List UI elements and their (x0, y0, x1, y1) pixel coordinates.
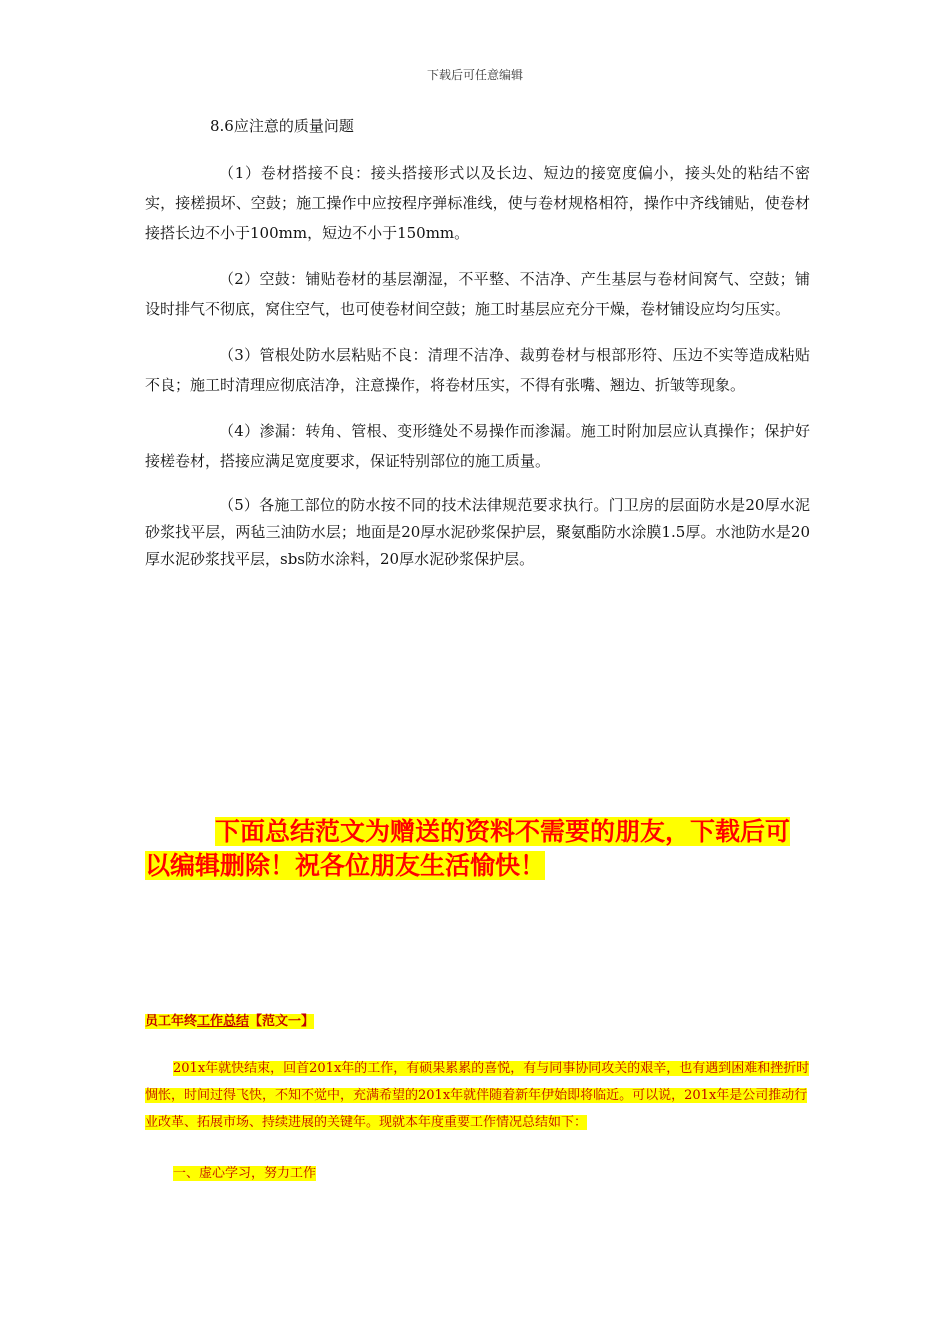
section-title: 8.6应注意的质量问题 (210, 117, 354, 135)
paragraph-1: （1）卷材搭接不良：接头搭接形式以及长边、短边的接宽度偏小，接头处的粘结不密实，接槎损坏、空鼓；施工操作中应按程序弹标准线，使与卷材规格相符，操作中齐线铺贴，使卷材接搭长边不小于100mm，短边不小于150mm。 (145, 164, 810, 242)
promo-text: 下面总结范文为赠送的资料不需要的朋友，下载后可以编辑删除！祝各位朋友生活愉快！ (145, 817, 791, 880)
sample-essay (145, 1010, 810, 1181)
sample-title (145, 1010, 810, 1029)
page-header: 下载后可任意编辑 (426, 68, 523, 82)
paragraph-4: （4）渗漏：转角、管根、变形缝处不易操作而渗漏。施工时附加层应认真操作；保护好接槎卷材，搭接应满足宽度要求，保证特别部位的施工质量。 (145, 422, 810, 470)
sample-title-suffix: 【范文一】 (249, 1014, 315, 1029)
document-body (145, 112, 810, 589)
sample-title-prefix: 员工年终 (145, 1014, 198, 1029)
paragraph-3: （3）管根处防水层粘贴不良：清理不洁净、裁剪卷材与根部形符、压边不实等造成粘贴不良；施工时清理应彻底洁净，注意操作，将卷材压实，不得有张嘴、翘边、折皱等现象。 (145, 346, 810, 394)
paragraph-5: （5）各施工部位的防水按不同的技术法律规范要求执行。门卫房的层面防水是20厚水泥砂浆找平层，两毡三油防水层；地面是20厚水泥砂浆保护层，聚氨酯防水涂膜1.5厚。水池防水是20厚水泥砂浆找平层，sbs防水涂料，20厚水泥砂浆保护层。 (145, 496, 810, 568)
sample-title-underlined: 工作总结 (197, 1014, 250, 1029)
sample-heading (145, 1162, 810, 1181)
sample-heading-text: 一、虚心学习，努力工作 (173, 1166, 317, 1181)
sample-paragraph (145, 1055, 810, 1136)
paragraph-2: （2）空鼓：铺贴卷材的基层潮湿，不平整、不洁净、产生基层与卷材间窝气、空鼓；铺设时排气不彻底，窝住空气，也可使卷材间空鼓；施工时基层应充分干燥，卷材铺设应均匀压实。 (145, 270, 810, 318)
sample-paragraph-text: 201x年就快结束，回首201x年的工作，有硕果累累的喜悦，有与同事协同攻关的艰辛，也有遇到困难和挫折时惆怅，时间过得飞快，不知不觉中，充满希望的201x年就伴随着新年伊始即将临近。可以说，201x年是公司推动行业改革、拓展市场、持续进展的关键年。现就本年度重要工作情况总结如下： (145, 1061, 810, 1130)
promo-notice (145, 815, 810, 883)
